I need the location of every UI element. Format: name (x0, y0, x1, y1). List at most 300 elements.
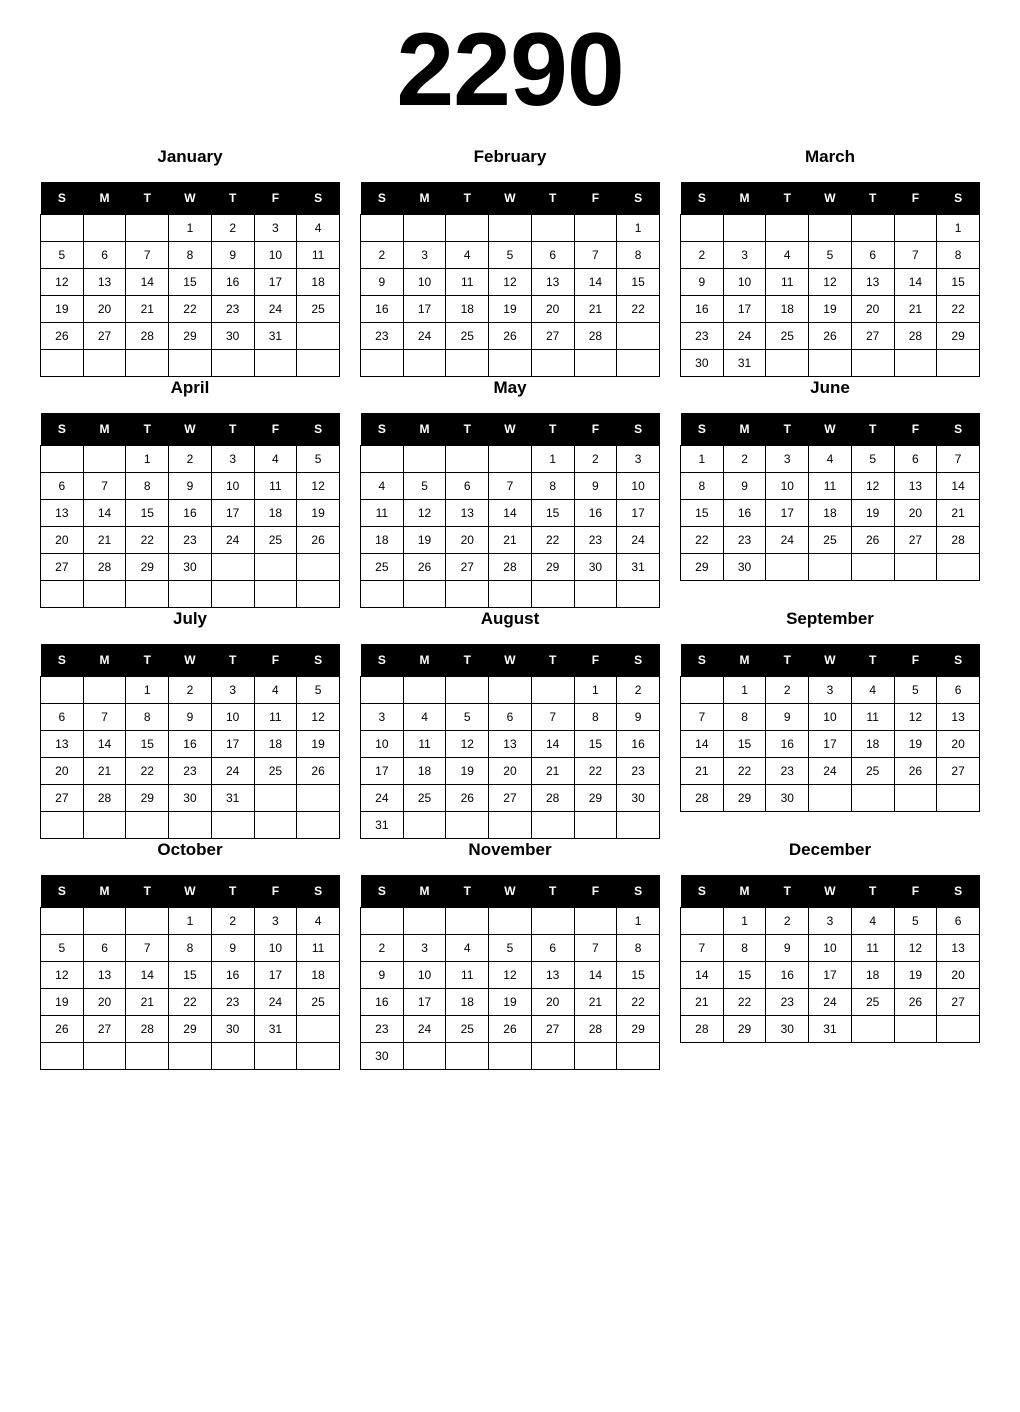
day-cell[interactable]: 9 (574, 473, 617, 500)
day-cell[interactable]: 21 (894, 296, 937, 323)
day-cell[interactable]: 15 (574, 731, 617, 758)
day-cell[interactable]: 22 (723, 989, 766, 1016)
day-cell[interactable]: 28 (531, 785, 574, 812)
day-cell[interactable]: 27 (851, 323, 894, 350)
day-cell[interactable]: 12 (894, 704, 937, 731)
day-cell[interactable]: 3 (809, 908, 852, 935)
day-cell[interactable]: 9 (766, 935, 809, 962)
day-cell[interactable]: 27 (531, 323, 574, 350)
day-cell[interactable]: 16 (574, 500, 617, 527)
day-cell[interactable]: 10 (809, 935, 852, 962)
day-cell[interactable]: 24 (211, 527, 254, 554)
day-cell[interactable]: 3 (766, 446, 809, 473)
day-cell[interactable]: 8 (169, 935, 212, 962)
day-cell[interactable]: 4 (403, 704, 446, 731)
day-cell[interactable]: 18 (851, 731, 894, 758)
day-cell[interactable]: 13 (937, 704, 980, 731)
day-cell[interactable]: 25 (403, 785, 446, 812)
day-cell[interactable]: 4 (254, 446, 297, 473)
day-cell[interactable]: 27 (83, 323, 126, 350)
day-cell[interactable]: 24 (766, 527, 809, 554)
day-cell[interactable]: 19 (297, 500, 340, 527)
day-cell[interactable]: 8 (531, 473, 574, 500)
day-cell[interactable]: 16 (169, 500, 212, 527)
day-cell[interactable]: 13 (446, 500, 489, 527)
day-cell[interactable]: 29 (723, 785, 766, 812)
day-cell[interactable]: 13 (937, 935, 980, 962)
day-cell[interactable]: 7 (83, 704, 126, 731)
day-cell[interactable]: 14 (574, 269, 617, 296)
day-cell[interactable]: 15 (531, 500, 574, 527)
day-cell[interactable]: 14 (937, 473, 980, 500)
day-cell[interactable]: 17 (723, 296, 766, 323)
day-cell[interactable]: 7 (894, 242, 937, 269)
day-cell[interactable]: 20 (41, 758, 84, 785)
day-cell[interactable]: 11 (446, 269, 489, 296)
day-cell[interactable]: 4 (297, 908, 340, 935)
day-cell[interactable]: 31 (723, 350, 766, 377)
day-cell[interactable]: 20 (851, 296, 894, 323)
day-cell[interactable]: 16 (766, 731, 809, 758)
day-cell[interactable]: 7 (83, 473, 126, 500)
day-cell[interactable]: 25 (254, 527, 297, 554)
day-cell[interactable]: 8 (169, 242, 212, 269)
day-cell[interactable]: 9 (211, 935, 254, 962)
day-cell[interactable]: 2 (361, 242, 404, 269)
day-cell[interactable]: 20 (894, 500, 937, 527)
day-cell[interactable]: 1 (617, 215, 660, 242)
day-cell[interactable]: 30 (574, 554, 617, 581)
day-cell[interactable]: 3 (211, 446, 254, 473)
day-cell[interactable]: 1 (531, 446, 574, 473)
day-cell[interactable]: 22 (937, 296, 980, 323)
day-cell[interactable]: 2 (211, 215, 254, 242)
day-cell[interactable]: 6 (851, 242, 894, 269)
day-cell[interactable]: 14 (126, 962, 169, 989)
day-cell[interactable]: 23 (766, 758, 809, 785)
day-cell[interactable]: 25 (297, 989, 340, 1016)
day-cell[interactable]: 10 (809, 704, 852, 731)
day-cell[interactable]: 21 (681, 989, 724, 1016)
day-cell[interactable]: 13 (83, 269, 126, 296)
day-cell[interactable]: 14 (531, 731, 574, 758)
day-cell[interactable]: 14 (894, 269, 937, 296)
day-cell[interactable]: 18 (297, 962, 340, 989)
day-cell[interactable]: 16 (766, 962, 809, 989)
day-cell[interactable]: 12 (851, 473, 894, 500)
day-cell[interactable]: 20 (446, 527, 489, 554)
day-cell[interactable]: 7 (489, 473, 532, 500)
day-cell[interactable]: 5 (446, 704, 489, 731)
day-cell[interactable]: 22 (617, 989, 660, 1016)
day-cell[interactable]: 12 (41, 962, 84, 989)
day-cell[interactable]: 7 (681, 704, 724, 731)
day-cell[interactable]: 22 (126, 527, 169, 554)
day-cell[interactable]: 9 (361, 269, 404, 296)
day-cell[interactable]: 28 (83, 785, 126, 812)
day-cell[interactable]: 20 (937, 962, 980, 989)
day-cell[interactable]: 22 (126, 758, 169, 785)
day-cell[interactable]: 21 (531, 758, 574, 785)
day-cell[interactable]: 12 (894, 935, 937, 962)
day-cell[interactable]: 26 (809, 323, 852, 350)
day-cell[interactable]: 30 (766, 1016, 809, 1043)
day-cell[interactable]: 16 (211, 269, 254, 296)
day-cell[interactable]: 30 (617, 785, 660, 812)
day-cell[interactable]: 18 (446, 296, 489, 323)
day-cell[interactable]: 24 (254, 296, 297, 323)
day-cell[interactable]: 13 (489, 731, 532, 758)
day-cell[interactable]: 19 (489, 989, 532, 1016)
day-cell[interactable]: 18 (851, 962, 894, 989)
day-cell[interactable]: 1 (126, 677, 169, 704)
day-cell[interactable]: 7 (574, 935, 617, 962)
day-cell[interactable]: 13 (41, 731, 84, 758)
day-cell[interactable]: 25 (851, 758, 894, 785)
day-cell[interactable]: 8 (937, 242, 980, 269)
day-cell[interactable]: 10 (254, 242, 297, 269)
day-cell[interactable]: 2 (766, 677, 809, 704)
day-cell[interactable]: 31 (254, 1016, 297, 1043)
day-cell[interactable]: 6 (531, 242, 574, 269)
day-cell[interactable]: 10 (403, 269, 446, 296)
day-cell[interactable]: 2 (766, 908, 809, 935)
day-cell[interactable]: 6 (83, 242, 126, 269)
day-cell[interactable]: 26 (297, 758, 340, 785)
day-cell[interactable]: 20 (83, 989, 126, 1016)
day-cell[interactable]: 12 (41, 269, 84, 296)
day-cell[interactable]: 19 (446, 758, 489, 785)
day-cell[interactable]: 8 (126, 473, 169, 500)
day-cell[interactable]: 7 (126, 242, 169, 269)
day-cell[interactable]: 13 (894, 473, 937, 500)
day-cell[interactable]: 9 (169, 704, 212, 731)
day-cell[interactable]: 28 (126, 1016, 169, 1043)
day-cell[interactable]: 19 (851, 500, 894, 527)
day-cell[interactable]: 4 (851, 677, 894, 704)
day-cell[interactable]: 2 (361, 935, 404, 962)
day-cell[interactable]: 30 (361, 1043, 404, 1070)
day-cell[interactable]: 30 (723, 554, 766, 581)
day-cell[interactable]: 11 (297, 242, 340, 269)
day-cell[interactable]: 24 (403, 1016, 446, 1043)
day-cell[interactable]: 5 (851, 446, 894, 473)
day-cell[interactable]: 31 (211, 785, 254, 812)
day-cell[interactable]: 8 (617, 935, 660, 962)
day-cell[interactable]: 4 (297, 215, 340, 242)
day-cell[interactable]: 19 (41, 989, 84, 1016)
day-cell[interactable]: 14 (681, 962, 724, 989)
day-cell[interactable]: 3 (809, 677, 852, 704)
day-cell[interactable]: 20 (937, 731, 980, 758)
day-cell[interactable]: 15 (681, 500, 724, 527)
day-cell[interactable]: 24 (723, 323, 766, 350)
day-cell[interactable]: 30 (169, 554, 212, 581)
day-cell[interactable]: 14 (681, 731, 724, 758)
day-cell[interactable]: 10 (723, 269, 766, 296)
day-cell[interactable]: 14 (83, 731, 126, 758)
day-cell[interactable]: 20 (41, 527, 84, 554)
day-cell[interactable]: 6 (894, 446, 937, 473)
day-cell[interactable]: 23 (169, 758, 212, 785)
day-cell[interactable]: 22 (617, 296, 660, 323)
day-cell[interactable]: 23 (169, 527, 212, 554)
day-cell[interactable]: 26 (403, 554, 446, 581)
day-cell[interactable]: 3 (211, 677, 254, 704)
day-cell[interactable]: 17 (254, 269, 297, 296)
day-cell[interactable]: 17 (254, 962, 297, 989)
day-cell[interactable]: 27 (41, 554, 84, 581)
day-cell[interactable]: 28 (126, 323, 169, 350)
day-cell[interactable]: 13 (83, 962, 126, 989)
day-cell[interactable]: 1 (617, 908, 660, 935)
day-cell[interactable]: 23 (766, 989, 809, 1016)
day-cell[interactable]: 9 (361, 962, 404, 989)
day-cell[interactable]: 2 (169, 677, 212, 704)
day-cell[interactable]: 18 (297, 269, 340, 296)
day-cell[interactable]: 11 (851, 935, 894, 962)
day-cell[interactable]: 6 (41, 473, 84, 500)
day-cell[interactable]: 21 (681, 758, 724, 785)
day-cell[interactable]: 28 (937, 527, 980, 554)
day-cell[interactable]: 3 (403, 242, 446, 269)
day-cell[interactable]: 16 (723, 500, 766, 527)
day-cell[interactable]: 8 (723, 935, 766, 962)
day-cell[interactable]: 19 (809, 296, 852, 323)
day-cell[interactable]: 19 (297, 731, 340, 758)
day-cell[interactable]: 29 (681, 554, 724, 581)
day-cell[interactable]: 21 (574, 296, 617, 323)
day-cell[interactable]: 29 (169, 323, 212, 350)
day-cell[interactable]: 3 (254, 908, 297, 935)
day-cell[interactable]: 26 (489, 1016, 532, 1043)
day-cell[interactable]: 5 (894, 677, 937, 704)
day-cell[interactable]: 29 (126, 554, 169, 581)
day-cell[interactable]: 15 (723, 962, 766, 989)
day-cell[interactable]: 10 (211, 473, 254, 500)
day-cell[interactable]: 22 (574, 758, 617, 785)
day-cell[interactable]: 17 (766, 500, 809, 527)
day-cell[interactable]: 22 (531, 527, 574, 554)
day-cell[interactable]: 3 (254, 215, 297, 242)
day-cell[interactable]: 28 (681, 1016, 724, 1043)
day-cell[interactable]: 18 (403, 758, 446, 785)
day-cell[interactable]: 1 (723, 677, 766, 704)
day-cell[interactable]: 6 (531, 935, 574, 962)
day-cell[interactable]: 14 (83, 500, 126, 527)
day-cell[interactable]: 12 (297, 704, 340, 731)
day-cell[interactable]: 14 (126, 269, 169, 296)
day-cell[interactable]: 13 (41, 500, 84, 527)
day-cell[interactable]: 1 (126, 446, 169, 473)
day-cell[interactable]: 10 (766, 473, 809, 500)
day-cell[interactable]: 18 (766, 296, 809, 323)
day-cell[interactable]: 7 (531, 704, 574, 731)
day-cell[interactable]: 11 (403, 731, 446, 758)
day-cell[interactable]: 12 (446, 731, 489, 758)
day-cell[interactable]: 15 (617, 962, 660, 989)
day-cell[interactable]: 8 (681, 473, 724, 500)
day-cell[interactable]: 15 (723, 731, 766, 758)
day-cell[interactable]: 23 (723, 527, 766, 554)
day-cell[interactable]: 6 (41, 704, 84, 731)
day-cell[interactable]: 27 (937, 758, 980, 785)
day-cell[interactable]: 11 (254, 473, 297, 500)
day-cell[interactable]: 28 (681, 785, 724, 812)
day-cell[interactable]: 4 (809, 446, 852, 473)
day-cell[interactable]: 25 (851, 989, 894, 1016)
day-cell[interactable]: 3 (403, 935, 446, 962)
day-cell[interactable]: 17 (211, 731, 254, 758)
day-cell[interactable]: 25 (254, 758, 297, 785)
day-cell[interactable]: 26 (446, 785, 489, 812)
day-cell[interactable]: 11 (254, 704, 297, 731)
day-cell[interactable]: 16 (211, 962, 254, 989)
day-cell[interactable]: 23 (361, 1016, 404, 1043)
day-cell[interactable]: 5 (894, 908, 937, 935)
day-cell[interactable]: 3 (361, 704, 404, 731)
day-cell[interactable]: 29 (169, 1016, 212, 1043)
day-cell[interactable]: 22 (169, 296, 212, 323)
day-cell[interactable]: 31 (809, 1016, 852, 1043)
day-cell[interactable]: 25 (446, 1016, 489, 1043)
day-cell[interactable]: 5 (41, 935, 84, 962)
day-cell[interactable]: 10 (617, 473, 660, 500)
day-cell[interactable]: 17 (403, 989, 446, 1016)
day-cell[interactable]: 11 (809, 473, 852, 500)
day-cell[interactable]: 26 (41, 1016, 84, 1043)
day-cell[interactable]: 26 (297, 527, 340, 554)
day-cell[interactable]: 28 (83, 554, 126, 581)
day-cell[interactable]: 8 (574, 704, 617, 731)
day-cell[interactable]: 1 (937, 215, 980, 242)
day-cell[interactable]: 27 (937, 989, 980, 1016)
day-cell[interactable]: 30 (766, 785, 809, 812)
day-cell[interactable]: 10 (403, 962, 446, 989)
day-cell[interactable]: 6 (937, 908, 980, 935)
day-cell[interactable]: 24 (403, 323, 446, 350)
day-cell[interactable]: 19 (894, 962, 937, 989)
day-cell[interactable]: 23 (361, 323, 404, 350)
day-cell[interactable]: 31 (617, 554, 660, 581)
day-cell[interactable]: 9 (766, 704, 809, 731)
day-cell[interactable]: 19 (403, 527, 446, 554)
day-cell[interactable]: 30 (681, 350, 724, 377)
day-cell[interactable]: 25 (297, 296, 340, 323)
day-cell[interactable]: 23 (681, 323, 724, 350)
day-cell[interactable]: 25 (361, 554, 404, 581)
day-cell[interactable]: 31 (361, 812, 404, 839)
day-cell[interactable]: 5 (297, 677, 340, 704)
day-cell[interactable]: 6 (83, 935, 126, 962)
day-cell[interactable]: 23 (617, 758, 660, 785)
day-cell[interactable]: 14 (489, 500, 532, 527)
day-cell[interactable]: 8 (723, 704, 766, 731)
day-cell[interactable]: 24 (617, 527, 660, 554)
day-cell[interactable]: 22 (681, 527, 724, 554)
day-cell[interactable]: 2 (723, 446, 766, 473)
day-cell[interactable]: 23 (211, 989, 254, 1016)
day-cell[interactable]: 5 (297, 446, 340, 473)
day-cell[interactable]: 30 (169, 785, 212, 812)
day-cell[interactable]: 19 (41, 296, 84, 323)
day-cell[interactable]: 18 (254, 731, 297, 758)
day-cell[interactable]: 7 (126, 935, 169, 962)
day-cell[interactable]: 18 (446, 989, 489, 1016)
day-cell[interactable]: 21 (937, 500, 980, 527)
day-cell[interactable]: 1 (723, 908, 766, 935)
day-cell[interactable]: 14 (574, 962, 617, 989)
day-cell[interactable]: 3 (723, 242, 766, 269)
day-cell[interactable]: 24 (254, 989, 297, 1016)
day-cell[interactable]: 25 (766, 323, 809, 350)
day-cell[interactable]: 26 (851, 527, 894, 554)
day-cell[interactable]: 16 (361, 989, 404, 1016)
day-cell[interactable]: 18 (254, 500, 297, 527)
day-cell[interactable]: 17 (361, 758, 404, 785)
day-cell[interactable]: 24 (809, 758, 852, 785)
day-cell[interactable]: 9 (211, 242, 254, 269)
day-cell[interactable]: 11 (766, 269, 809, 296)
day-cell[interactable]: 16 (617, 731, 660, 758)
day-cell[interactable]: 29 (723, 1016, 766, 1043)
day-cell[interactable]: 25 (446, 323, 489, 350)
day-cell[interactable]: 26 (41, 323, 84, 350)
day-cell[interactable]: 19 (894, 731, 937, 758)
day-cell[interactable]: 22 (723, 758, 766, 785)
day-cell[interactable]: 5 (403, 473, 446, 500)
day-cell[interactable]: 21 (574, 989, 617, 1016)
day-cell[interactable]: 22 (169, 989, 212, 1016)
day-cell[interactable]: 1 (574, 677, 617, 704)
day-cell[interactable]: 7 (681, 935, 724, 962)
day-cell[interactable]: 21 (126, 989, 169, 1016)
day-cell[interactable]: 1 (169, 908, 212, 935)
day-cell[interactable]: 12 (297, 473, 340, 500)
day-cell[interactable]: 21 (489, 527, 532, 554)
day-cell[interactable]: 20 (531, 296, 574, 323)
day-cell[interactable]: 12 (809, 269, 852, 296)
day-cell[interactable]: 6 (937, 677, 980, 704)
day-cell[interactable]: 11 (297, 935, 340, 962)
day-cell[interactable]: 28 (574, 323, 617, 350)
day-cell[interactable]: 31 (254, 323, 297, 350)
day-cell[interactable]: 8 (126, 704, 169, 731)
day-cell[interactable]: 16 (361, 296, 404, 323)
day-cell[interactable]: 21 (83, 527, 126, 554)
day-cell[interactable]: 27 (446, 554, 489, 581)
day-cell[interactable]: 11 (446, 962, 489, 989)
day-cell[interactable]: 6 (489, 704, 532, 731)
day-cell[interactable]: 27 (894, 527, 937, 554)
day-cell[interactable]: 7 (937, 446, 980, 473)
day-cell[interactable]: 26 (894, 758, 937, 785)
day-cell[interactable]: 24 (361, 785, 404, 812)
day-cell[interactable]: 17 (617, 500, 660, 527)
day-cell[interactable]: 28 (489, 554, 532, 581)
day-cell[interactable]: 9 (617, 704, 660, 731)
day-cell[interactable]: 10 (254, 935, 297, 962)
day-cell[interactable]: 26 (489, 323, 532, 350)
day-cell[interactable]: 9 (723, 473, 766, 500)
day-cell[interactable]: 17 (403, 296, 446, 323)
day-cell[interactable]: 2 (617, 677, 660, 704)
day-cell[interactable]: 15 (617, 269, 660, 296)
day-cell[interactable]: 29 (937, 323, 980, 350)
day-cell[interactable]: 5 (489, 242, 532, 269)
day-cell[interactable]: 16 (169, 731, 212, 758)
day-cell[interactable]: 21 (126, 296, 169, 323)
